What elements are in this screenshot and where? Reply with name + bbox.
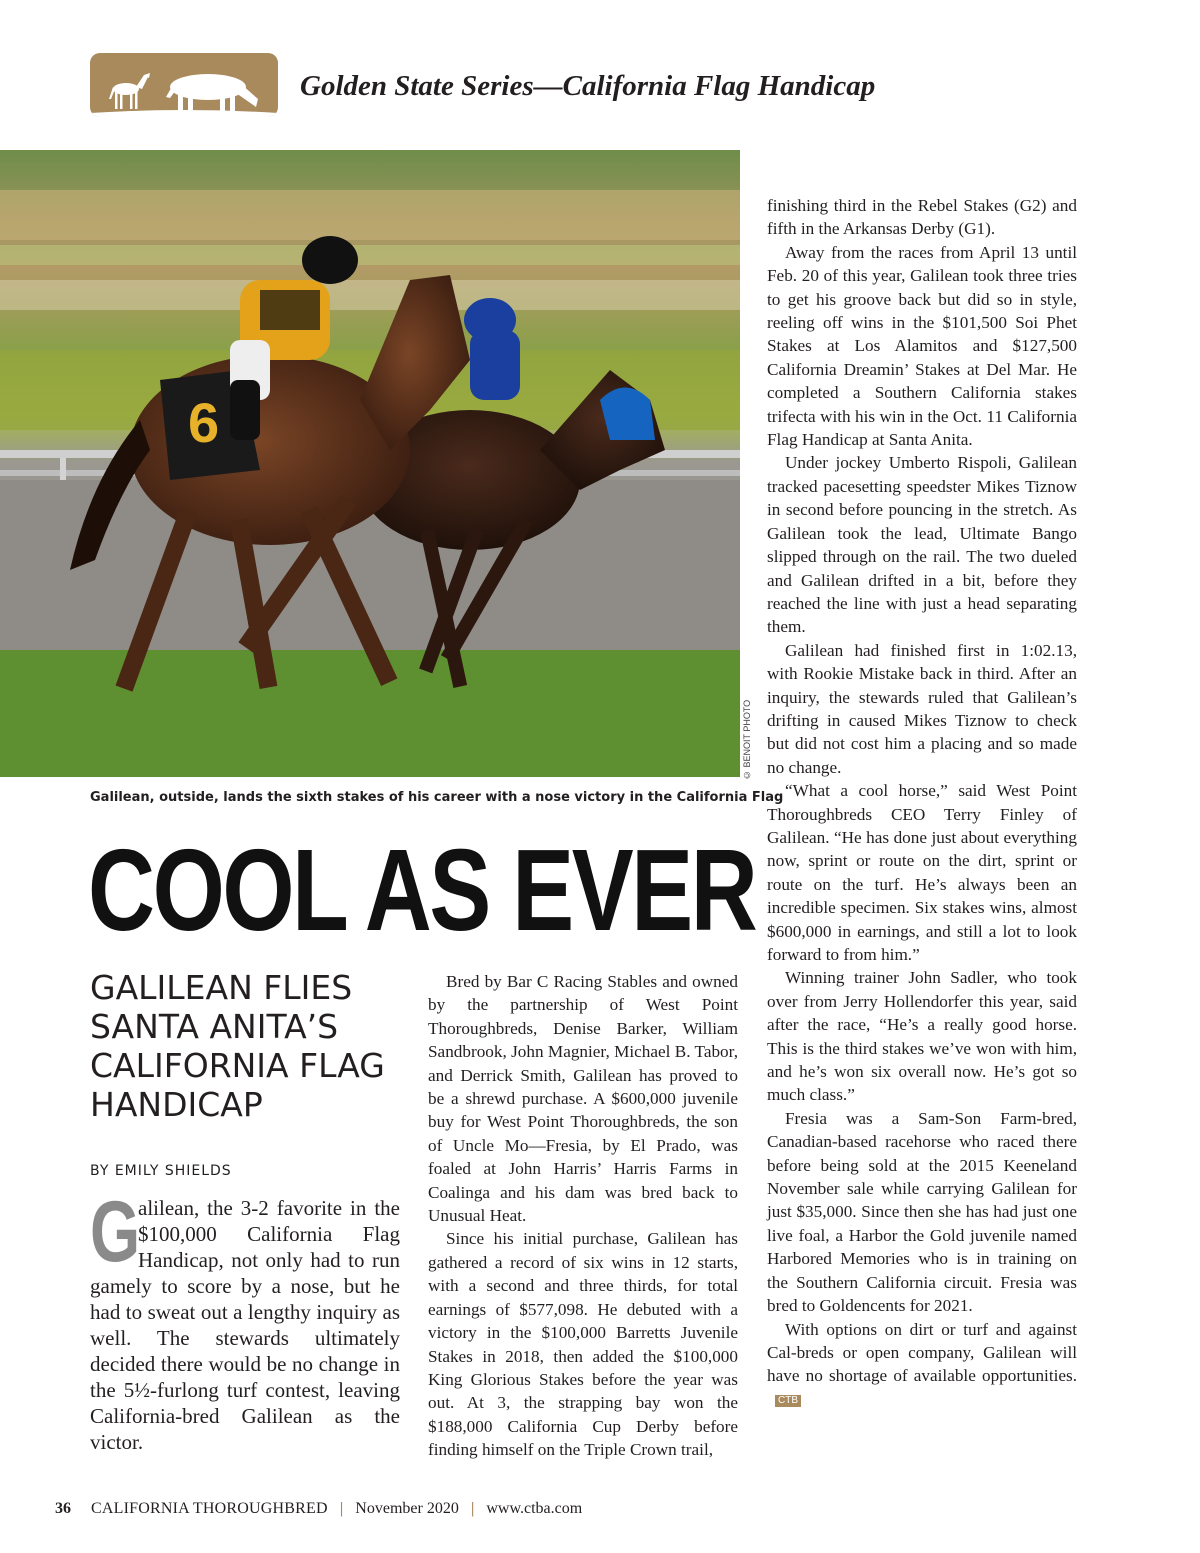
middle-column (428, 970, 738, 1462)
deck: GALILEAN FLIES SANTA ANITA’S CALIFORNIA FLAG HANDICAP (90, 968, 385, 1124)
issue-date: November 2020 (355, 1500, 459, 1517)
body-paragraph: Since his initial purchase, Galilean has gathered a record of six wins in 12 starts, with a second and three thirds, for total earnings of $577,098. He debuted with a victory in the $100,000 Barretts Juvenile Stakes in 2018, then added the $100,000 King Glorious Stakes before the year was out. At 3, the strapping bay won the $188,000 California Cup Derby before finding himself on the Triple Crown trail, (428, 1229, 738, 1460)
body-paragraph: finishing third in the Rebel Stakes (G2) and fifth in the Arkansas Derby (G1). (767, 196, 1077, 239)
horses-logo-icon (90, 53, 278, 117)
page-number: 36 (55, 1500, 71, 1517)
photo-caption: Galilean, outside, lands the sixth stakes of his career with a nose victory in the California Flag (90, 790, 784, 805)
body-paragraph: Fresia was a Sam-Son Farm-bred, Canadian-based racehorse who raced there before being sold at the 2015 Keeneland November sale while carrying Galilean for just $35,000. Since then she has had just one live foal, a Harbor the Gold juvenile named Harbored Memories who is in training on the Southern California circuit. Fresia was bred to Goldencents for 2021. (767, 1108, 1077, 1316)
closing-text: With options on dirt or turf and against Cal-breds or open company, Galilean will have no shortage of available opportunities. (767, 1319, 1077, 1386)
body-paragraph: Bred by Bar C Racing Stables and owned by the partnership of West Point Thoroughbreds, Denise Barker, William Sandbrook, John Magnier, Michael B. Tabor, and Derrick Smith, Galilean has proved to be a shrewd purchase. A $600,000 juvenile buy for West Point Thoroughbreds, the son of Uncle Mo—Fresia, by El Prado, was foaled at John Harris’ Harris Farms in Coalinga and his dam was bred back to Unusual Heat. (428, 972, 738, 1226)
series-title: Golden State Series—California Flag Handicap (300, 70, 876, 102)
body-paragraph: Galilean had finished first in 1:02.13, with Rookie Mistake back in third. After an inquiry, the stewards ruled that Galilean’s drifting in caused Mikes Tiznow to check but did not cost him a placing and so made no change. (767, 640, 1077, 777)
saddle-number: 6 (188, 391, 220, 454)
body-paragraph: Winning trainer John Sadler, who took over from Jerry Hollendorfer this year, said after the race, “He’s a really good horse. This is the third stakes we’ve won with him, and he’s won six overall now. He’s got so much class.” (767, 968, 1077, 1105)
closing-paragraph (767, 1318, 1077, 1412)
lede-paragraph (90, 1184, 400, 1455)
page-footer (55, 1500, 582, 1518)
footer-separator: | (470, 1500, 475, 1517)
body-paragraph: “What a cool horse,” said West Point Thoroughbreds CEO Terry Finley of Galilean. “He has done just about everything now, sprint or route on the dirt, sprint or route on the turf. He’s always been an incredible specimen. Six stakes wins, almost $600,000 in earnings, and still a lot to look forward to from him.” (767, 781, 1077, 964)
race-photo (0, 150, 740, 777)
drop-cap: G (90, 1184, 141, 1280)
footer-separator: | (339, 1500, 344, 1517)
lede-text: alilean, the 3-2 favorite in the $100,000 California Flag Handicap, not only had to run gamely to score by a nose, but he had to sweat out a lengthy inquiry as well. The stewards ultimately decided there would be no change in the 5½-furlong turf contest, leaving California-bred Galilean as the victor. (90, 1196, 400, 1454)
body-paragraph: Under jockey Umberto Rispoli, Galilean tracked pacesetting speedster Mikes Tiznow in second before pouncing in the stretch. As Galilean took the lead, Ultimate Bango slipped through on the rail. The two dueled and Galilean drifted in a bit, before they reached the line with just a head separating them. (767, 453, 1077, 637)
photo-credit: © BENOIT PHOTO (742, 699, 752, 780)
magazine-name: CALIFORNIA THOROUGHBRED (91, 1500, 328, 1517)
right-column (767, 194, 1077, 1411)
body-paragraph: Away from the races from April 13 until Feb. 20 of this year, Galilean took three tries to get his groove back but did so in style, reeling off wins in the $101,500 Soi Phet Stakes at Los Alamitos and $127,500 California Dreamin’ Stakes at Del Mar. He completed a Southern California stakes trifecta with his win in the Oct. 11 California Flag Handicap at Santa Anita. (767, 242, 1077, 450)
headline: COOL AS EVER (88, 825, 756, 955)
website-link[interactable]: www.ctba.com (486, 1500, 583, 1517)
ctb-end-mark: CTB (775, 1395, 801, 1407)
byline: BY EMILY SHIELDS (90, 1163, 232, 1179)
